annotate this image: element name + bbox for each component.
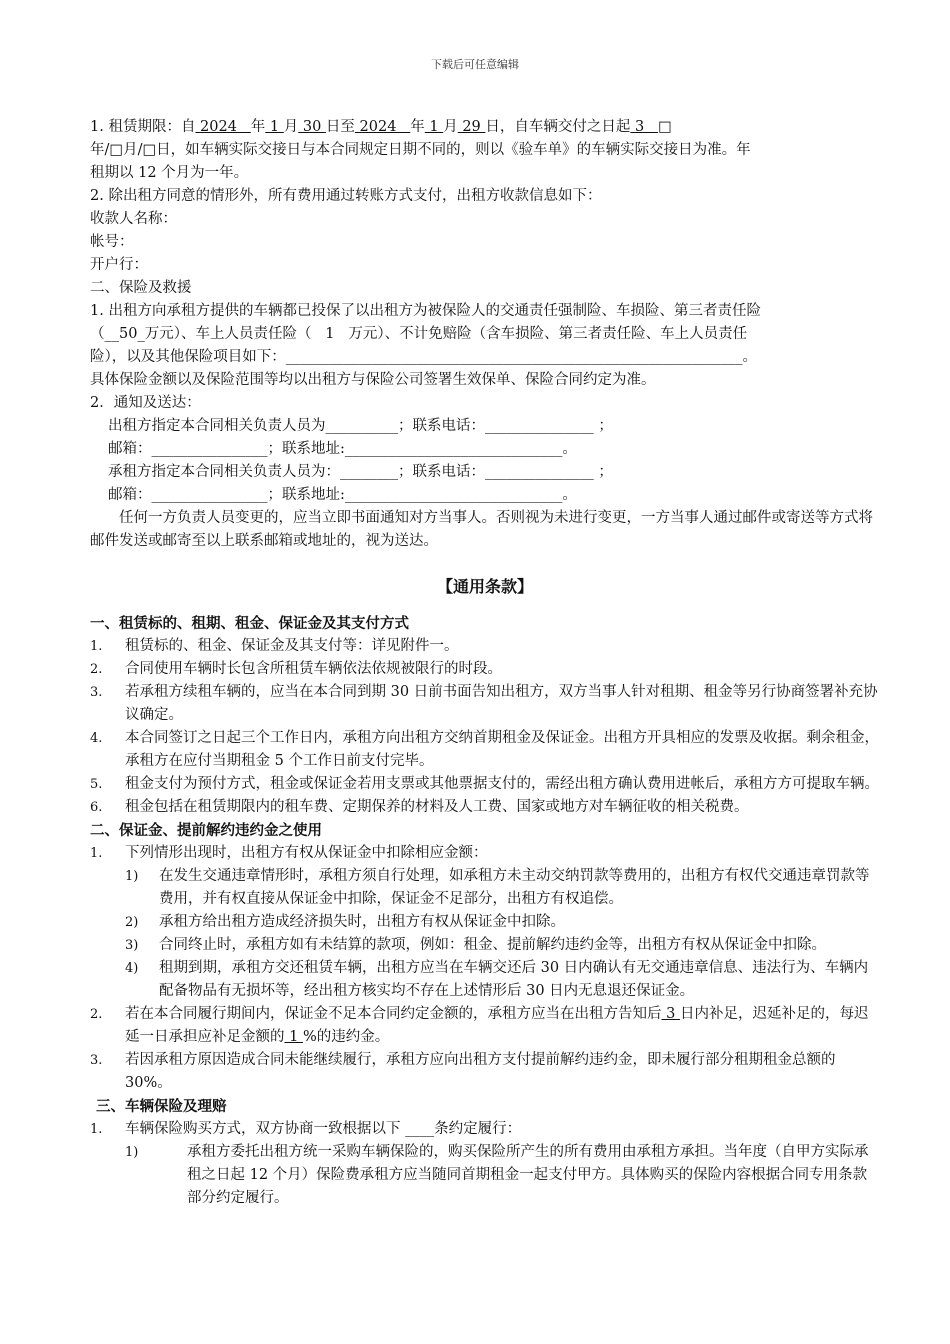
lease-term-line2: 年/□月/□日，如车辆实际交接日与本合同规定日期不同的，则以《验车单》的车辆实际交接日为准。年: [90, 142, 751, 158]
item-number: 5.: [90, 777, 103, 792]
lease-term-paragraph: [90, 116, 880, 139]
payment-intro: 2. 除出租方同意的情形外，所有费用通过转账方式支付，出租方收款信息如下：: [90, 188, 602, 204]
section3-heading: 三、车辆保险及理赔: [96, 1098, 227, 1115]
item-number: 3.: [90, 685, 103, 700]
general-terms-title: 【通用条款】: [436, 577, 533, 596]
bank-field: 开户行：: [90, 257, 148, 273]
account-field: 帐号：: [90, 234, 134, 250]
paren-open: （: [90, 326, 105, 342]
item-text: 若因承租方原因造成合同未能继续履行，承租方应向出租方支付提前解约违约金，即未履行部分租期租金总额的 30%。: [125, 1052, 836, 1091]
month-label: 月: [443, 119, 458, 135]
insurance-heading: 二、保险及救援: [90, 280, 192, 296]
delivery-label: 日，自车辆交付之日起: [485, 119, 631, 135]
sub-item-number: 3): [125, 938, 139, 953]
sub-list-item: [90, 911, 880, 934]
year-label: 年: [410, 119, 425, 135]
late-fee-text: 日内补足，迟延补足的，每迟延一日承担应补足金额的: [125, 1006, 869, 1045]
sub-item-number: 2): [125, 915, 139, 930]
page-header: 下载后可任意编辑: [431, 58, 519, 71]
lease-term-label: 1. 租赁期限：自: [90, 119, 196, 135]
other-insurance-blank: _______________________________________________________________: [285, 349, 743, 365]
sub-item-text: 合同终止时，承租方如有未结算的款项，例如：租金、提前解约违约金等，出租方有权从保证金中扣除。: [159, 937, 826, 953]
item-number: 2.: [90, 662, 103, 677]
third-party-amount: __50_万元: [104, 326, 174, 342]
lease-period: 3: [630, 119, 659, 135]
sub-item-text: 在发生交通违章情形时，承租方须自行处理，如承租方未主动交纳罚款等费用的，出租方有权代交通违章罚款等费用，并有权直接从保证金中扣除，保证金不足部分，出租方有权追偿。: [159, 868, 870, 907]
list-item: [90, 658, 880, 681]
insurance-line4: 具体保险金额以及保险范围等均以出租方与保险公司签署生效保单、保险合同约定为准。: [90, 372, 656, 388]
day-to-label: 日至: [325, 119, 355, 135]
list-item: [90, 1118, 880, 1141]
list-item: [90, 1003, 880, 1049]
item-number: 6.: [90, 800, 103, 815]
sub-item-number: 1): [125, 869, 139, 884]
payee-name-field: 收款人名称：: [90, 211, 177, 227]
section1-list: [90, 635, 880, 819]
sub-item-text: 承租方委托出租方统一采购车辆保险的，购买保险所产生的所有费用由承租方承担。当年度（自甲方实际承租之日起 12 个月）保险费承租方应当随同首期租金一起支付甲方。具体购买的保险内容根据合同专用条款部分约定履行。: [187, 1144, 869, 1206]
section1-heading: 一、租赁标的、租期、租金、保证金及其支付方式: [90, 615, 409, 632]
lessee-contact-line: 承租方指定本合同相关负责人员为：________；联系电话：_______________ ；: [108, 464, 613, 480]
item-text: 租赁标的、租金、保证金及其支付等：详见附件一。: [125, 638, 459, 654]
start-month: 1: [265, 119, 284, 135]
section2-list: [90, 842, 880, 1095]
end-year: 2024: [354, 119, 411, 135]
item-text: 若承租方续租车辆的，应当在本合同到期 30 日前书面告知出租方，双方当事人针对租期、租金等另行协商签署补充协议确定。: [125, 684, 878, 723]
item-text: 车辆保险购买方式，双方协商一致根据以下 ____条约定履行：: [125, 1121, 522, 1137]
sub-item-number: 4): [125, 961, 139, 976]
notice-heading: 2．通知及送达：: [90, 395, 201, 411]
deposit-shortfall-text: 若在本合同履行期间内，保证金不足本合同约定金额的，承租方应当在出租方告知后: [125, 1006, 662, 1022]
item-text: 下列情形出现时，出租方有权从保证金中扣除相应金额：: [125, 845, 488, 861]
checkbox-year: □: [658, 119, 672, 135]
item-number: 1.: [90, 1122, 103, 1137]
list-item: [90, 635, 880, 658]
insurance-line1: 1. 出租方向承租方提供的车辆都已投保了以出租方为被保险人的交通责任强制险、车损险、第三者责任险: [90, 303, 761, 319]
sub-item-number: 1): [125, 1145, 139, 1160]
sub-item-text: 承租方给出租方造成经济损失时，出租方有权从保证金中扣除。: [159, 914, 565, 930]
insurance-line3: [90, 346, 880, 369]
list-item: [90, 773, 880, 796]
sub-list-item: [90, 934, 880, 957]
item-text: 租金支付为预付方式，租金或保证金若用支票或其他票据支付的，需经出租方确认费用进帐后，承租方方可提取车辆。: [125, 776, 879, 792]
list-item: [90, 1049, 880, 1095]
section2-heading: 二、保证金、提前解约违约金之使用: [90, 822, 322, 839]
end-month: 1: [424, 119, 444, 135]
lessor-contact-line: 出租方指定本合同相关负责人员为__________；联系电话：_______________ ；: [108, 418, 613, 434]
list-item: [90, 796, 880, 819]
list-item: [90, 727, 880, 773]
lease-term-line3: 租期以 12 个月为一年。: [90, 165, 249, 181]
notice-change-paragraph: 任何一方负责人员变更的，应当立即书面通知对方当事人。否则视为未进行变更，一方当事人通过邮件或寄送等方式将邮件发送或邮寄至以上联系邮箱或地址的，视为送达。: [90, 510, 873, 549]
month-label: 月: [283, 119, 299, 135]
insurance-line2: [90, 323, 880, 346]
penalty-suffix: %的违约金。: [302, 1029, 390, 1045]
section3-list: [90, 1118, 880, 1210]
sub-list-item: [90, 865, 880, 911]
item-number: 4.: [90, 731, 103, 746]
item-number: 3.: [90, 1053, 103, 1068]
late-fee-rate: 1: [284, 1029, 303, 1045]
contract-page: [90, 116, 880, 1210]
item-text: 合同使用车辆时长包含所租赁车辆依法依规被限行的时段。: [125, 661, 502, 677]
list-item: [90, 681, 880, 727]
replenish-days: 3: [661, 1006, 680, 1022]
lessee-email-line: 邮箱：________________；联系地址:______________________________。: [108, 487, 577, 503]
end-day: 29: [457, 119, 486, 135]
other-insurance-label: 险），以及其他保险项目如下：: [90, 349, 286, 365]
start-year: 2024: [195, 119, 251, 135]
item-text: [125, 1003, 880, 1049]
year-label: 年: [250, 119, 266, 135]
item-text: 本合同签订之日起三个工作日内，承租方向出租方交纳首期租金及保证金。出租方开具相应的发票及收据。剩余租金，承租方在应付当期租金 5 个工作日前支付完毕。: [125, 730, 879, 769]
item-text: 租金包括在租赁期限内的租车费、定期保养的材料及人工费、国家或地方对车辆征收的相关税费。: [125, 799, 749, 815]
lessor-email-line: 邮箱：________________；联系地址:______________________________。: [108, 441, 577, 457]
item-number: 2.: [90, 1007, 103, 1022]
sub-item-text: 租期到期，承租方交还租赁车辆，出租方应当在车辆交还后 30 日内确认有无交通违章信息、违法行为、车辆内配备物品有无损坏等，经出租方核实均不存在上述情形后 30 日内无息退还保证金。: [159, 960, 869, 999]
period-mark: 。: [742, 349, 757, 365]
sub-list-item: [90, 1141, 880, 1210]
item-number: 1.: [90, 846, 103, 861]
list-item: [90, 842, 880, 865]
sub-list-item: [90, 957, 880, 1003]
item-number: 1.: [90, 639, 103, 654]
start-day: 30: [298, 119, 326, 135]
insurance-line2-rest: ）、车上人员责任险（ 1 万元）、不计免赔险（含车损险、第三者责任险、车上人员责任: [173, 326, 748, 342]
